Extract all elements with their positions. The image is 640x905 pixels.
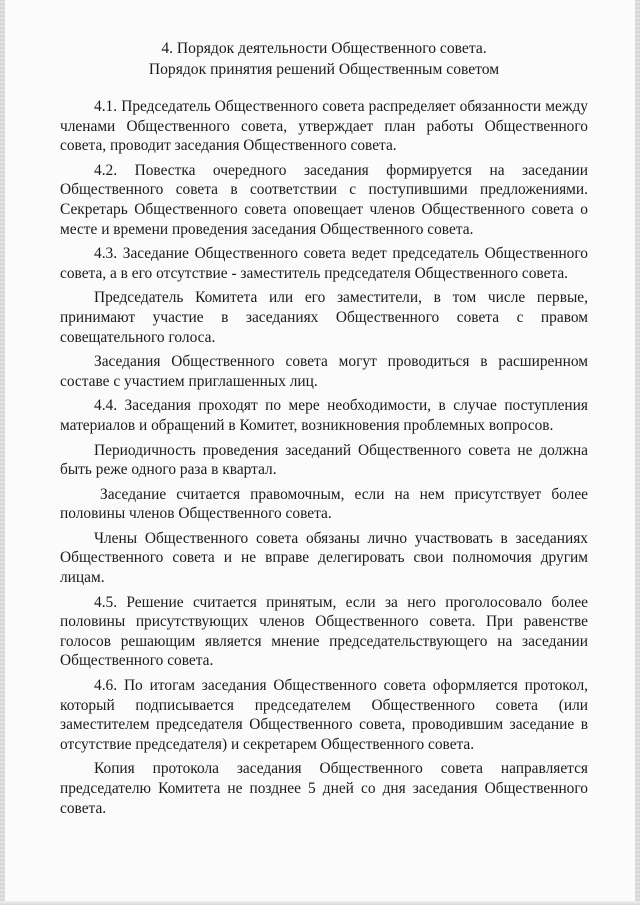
paragraph-frequency: Периодичность проведения заседаний Общественного совета не должна быть реже одного раза в квартал. — [60, 441, 588, 479]
section-subtitle: Порядок принятия решений Общественным советом — [148, 61, 500, 78]
paragraph-4-5: 4.5. Решение считается принятым, если за него проголосовало более половины присутствующих членов Общественного совета. При равенстве голосов решающим является мнение председательствующего на заседании Общественного совета. — [60, 593, 588, 670]
document-page — [60, 38, 588, 821]
paragraph-personal-participation: Члены Общественного совета обязаны лично участвовать в заседаниях Общественного совета и не вправе делегировать свои полномочия другим лицам. — [60, 529, 588, 587]
scan-edge-left — [0, 0, 5, 905]
paragraph-committee-chair: Председатель Комитета или его заместители, в том числе первые, принимают участие в заседаниях Общественного совета с правом совещательного голоса. — [60, 289, 588, 346]
paragraph-4-3: 4.3. Заседание Общественного совета ведет председатель Общественного совета, а в его отсутствие - заместитель председателя Общественного совета. — [60, 245, 588, 282]
paragraph-protocol-copy: Копия протокола заседания Общественного совета направляется председателю Комитета не позднее 5 дней со дня заседания Общественного совета. — [60, 760, 588, 817]
paragraph-4-2: 4.2. Повестка очередного заседания формируется на заседании Общественного совета в соответствии с поступившими предложениями. Секретарь Общественного совета оповещает членов Общественного совета о месте и времени проведения заседания Общественного совета. — [60, 161, 588, 238]
paragraph-4-1: 4.1. Председатель Общественного совета распределяет обязанности между членами Общественного совета, утверждает план работы Общественного совета, проводит заседания Общественного совета. — [60, 98, 588, 155]
paragraph-4-6: 4.6. По итогам заседания Общественного совета оформляется протокол, который подписывается председателем Общественного совета (или заместителем председателя Общественного совета, проводившим заседание в отсутствие председателя) и секретарем Общественного совета. — [60, 677, 588, 753]
scan-edge-right — [635, 0, 640, 905]
paragraph-4-4: 4.4. Заседания проходят по мере необходимости, в случае поступления материалов и обращений в Комитет, возникновения проблемных вопросов. — [60, 397, 588, 434]
section-title: 4. Порядок деятельности Общественного совета. — [161, 40, 487, 57]
paragraph-quorum: Заседание считается правомочным, если на нем присутствует более половины членов Общественного совета. — [60, 485, 588, 523]
scan-bottom-edge — [0, 901, 640, 905]
paragraph-extended-sessions: Заседания Общественного совета могут проводиться в расширенном составе с участием приглашенных лиц. — [60, 353, 588, 390]
section-heading — [60, 38, 588, 80]
